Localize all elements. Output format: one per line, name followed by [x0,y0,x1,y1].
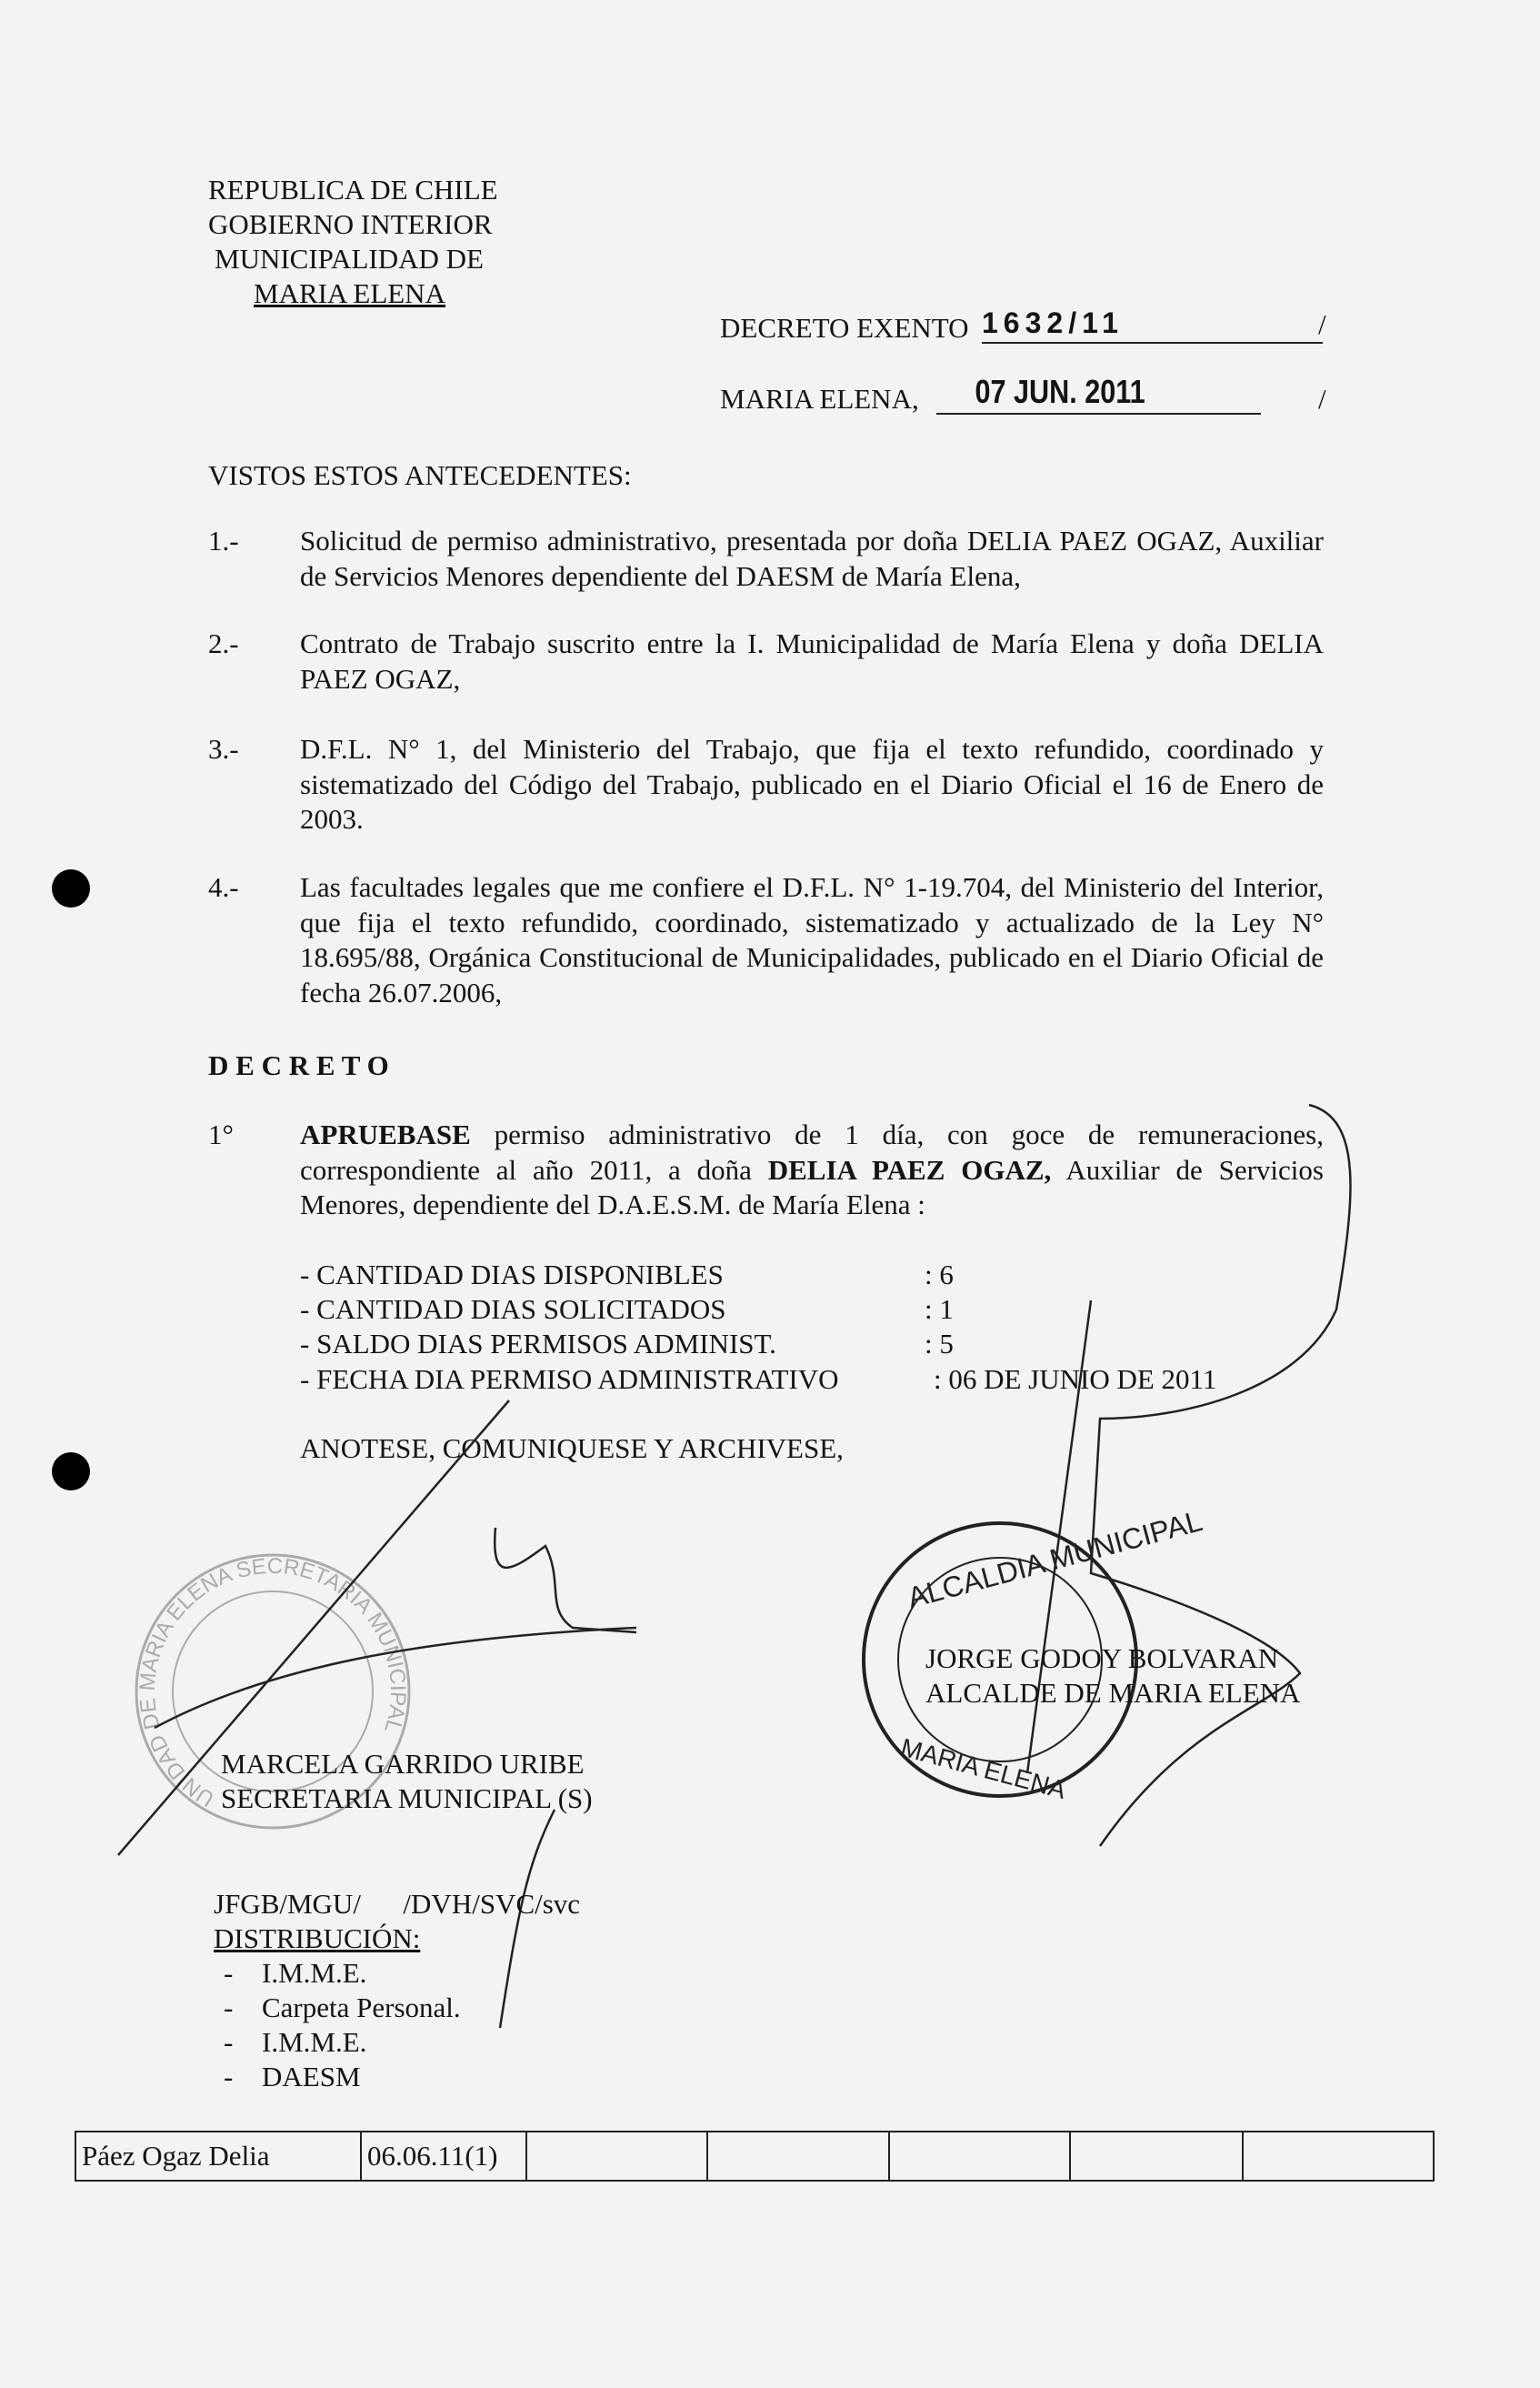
table-cell: 06.06.11(1) [361,2132,526,2181]
item-number: 1° [208,1119,234,1150]
text: permiso administrativo de 1 día, con goce de remuneraciones, correspondiente al año 2011, a doña [300,1119,1324,1186]
bold-text: APRUEBASE [300,1119,471,1150]
secretary-title: SECRETARIA MUNICIPAL (S) [221,1782,593,1814]
detail-value: : 5 [925,1328,954,1360]
table-cell [1070,2132,1243,2181]
detail-value: : 06 DE JUNIO DE 2011 [934,1363,1217,1395]
decree-number: 1632/11 [982,306,1323,344]
distribution-item: I.M.M.E. [262,2026,367,2058]
left-stamp-text-path: UNIDAD DE MARIA ELENA SECRETARIA MUNICIPAL [135,1553,411,1811]
closing-text: ANOTESE, COMUNIQUESE Y ARCHIVESE, [300,1432,844,1464]
table-cell [526,2132,707,2181]
vistos-item: Las facultades legales que me confiere el D.F.L. N° 1-19.704, del Ministerio del Interior, que fija el texto refundido, coordinado, sistematizado y actualizado de la Ley N° 18.695/88, Orgánica Constitucional de Municipalidades, publicado en el Diario Oficial de fecha 26.07.2006, [300,871,1324,1008]
letterhead-line: MARIA ELENA [254,277,445,309]
detail-value: : 6 [925,1259,954,1290]
letterhead-line: MUNICIPALIDAD DE [215,243,484,275]
vistos-item: Contrato de Trabajo suscrito entre la I. Municipalidad de María Elena y doña DELIA PAEZ OGAZ, [300,627,1324,695]
distribution-item: Carpeta Personal. [262,1992,461,2023]
distribution-title: DISTRIBUCIÓN: [214,1922,421,1954]
table-cell: Páez Ogaz Delia [75,2132,361,2181]
table-row [75,2132,1434,2181]
item-number: 3.- [208,733,239,765]
vistos-item: Solicitud de permiso administrativo, presentada por doña DELIA PAEZ OGAZ, Auxiliar de Servicios Menores dependiente del DAESM de María Elena, [300,525,1324,592]
mayor-name: JORGE GODOY BOLVARAN [925,1642,1279,1674]
decree-date: 07 JUN. 2011 [936,375,1261,415]
item-number: 1.- [208,525,239,557]
letterhead-line: GOBIERNO INTERIOR [208,208,493,240]
table-cell [889,2132,1070,2181]
item-number: 2.- [208,627,239,659]
detail-label: - FECHA DIA PERMISO ADMINISTRATIVO [300,1363,839,1395]
distribution-item: DAESM [262,2061,361,2092]
svg-text:ALCALDIA MUNICIPAL: ALCALDIA MUNICIPAL [904,1504,1206,1615]
place-label: MARIA ELENA, [720,383,919,415]
mayor-title: ALCALDE DE MARIA ELENA [925,1677,1301,1709]
svg-text:MARIA ELENA: MARIA ELENA [897,1732,1069,1804]
text: Auxiliar de Servicios Menores, dependiente del D.A.E.S.M. de María Elena : [300,1153,1324,1220]
decree-label: DECRETO EXENTO [720,312,969,344]
table-cell [1243,2132,1434,2181]
vistos-item: D.F.L. N° 1, del Ministerio del Trabajo, que fija el texto refundido, coordinado y sistematizado del Código del Trabajo, publicado en el Diario Oficial el 16 de Enero de 2003. [300,733,1324,835]
detail-label: - SALDO DIAS PERMISOS ADMINIST. [300,1328,776,1360]
table-cell [707,2132,889,2181]
letterhead-line: REPUBLICA DE CHILE [208,174,498,206]
bold-text: DELIA PAEZ OGAZ, [767,1153,1052,1186]
footer-table [75,2131,1435,2182]
distribution-item: I.M.M.E. [262,1957,367,1989]
secretary-name: MARCELA GARRIDO URIBE [221,1748,585,1780]
item-number: 4.- [208,871,239,903]
decreto-title: D E C R E T O [208,1049,389,1081]
detail-label: - CANTIDAD DIAS SOLICITADOS [300,1293,726,1325]
vistos-title: VISTOS ESTOS ANTECEDENTES: [208,459,632,491]
initials: JFGB/MGU/ /DVH/SVC/svc [214,1888,581,1920]
detail-label: - CANTIDAD DIAS DISPONIBLES [300,1259,724,1290]
detail-value: : 1 [925,1293,954,1325]
